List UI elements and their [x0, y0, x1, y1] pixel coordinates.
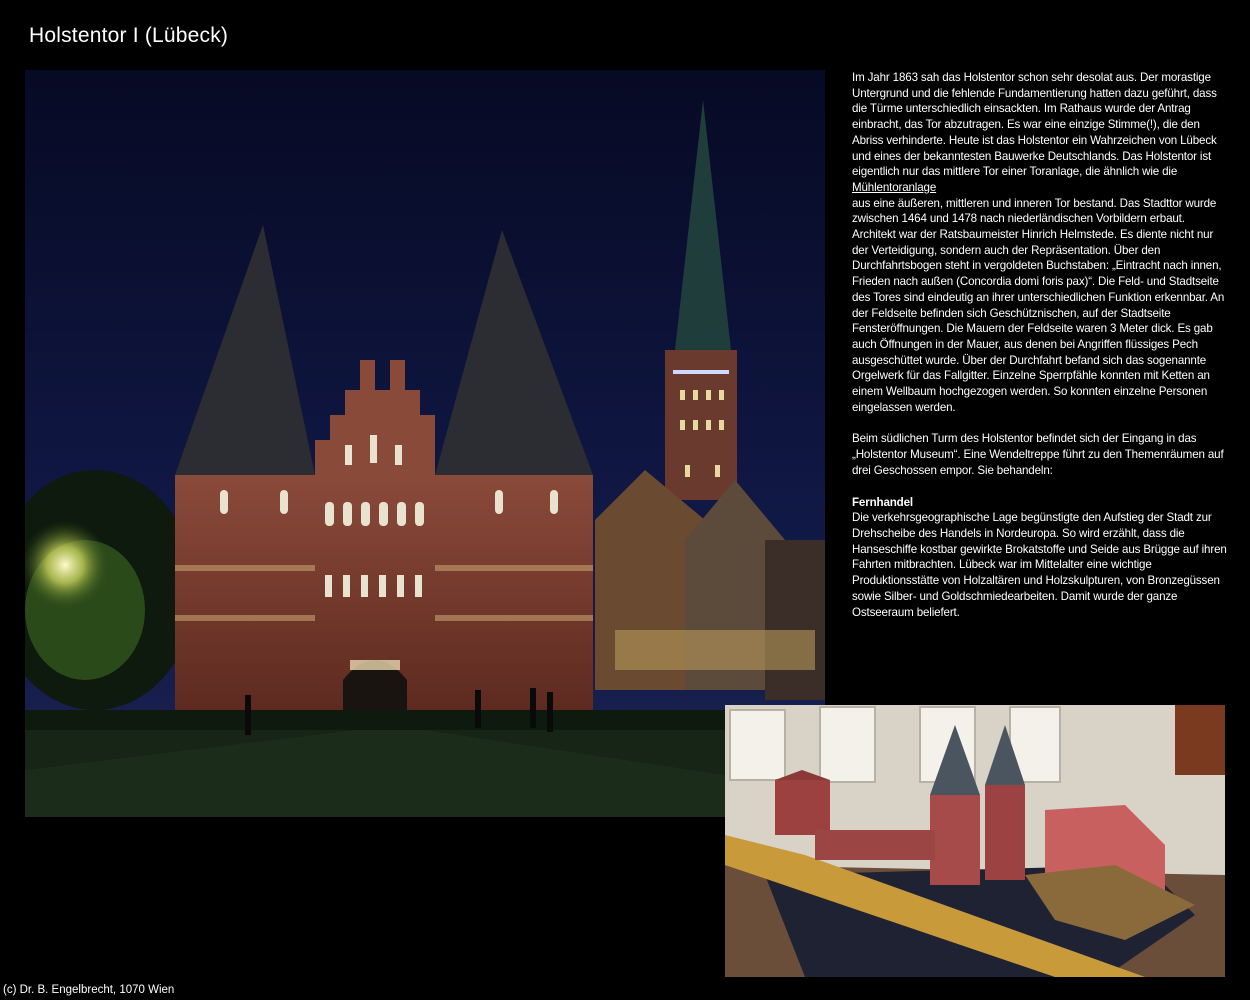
paragraph-fernhandel: Die verkehrsgeographische Lage begünstigte den Aufstieg der Stadt zur Drehscheibe des Handels in Nordeuropa. So wird erzählt, dass die Hanseschiffe kostbar gewirkte Brokatstoffe und Seide aus Brügge auf ihren Fahrten mitbrachten. Lübeck war im Mittelalter eine wichtige Produktionsstätte von Holzaltären und Holzskulpturen, von Bronzegüssen sowie Silber- und Goldschmiedearbeiten. Damit wurde der ganze Ostseeraum beliefert.	[852, 511, 1227, 619]
description-text	[852, 70, 1227, 620]
paragraph-intro: Im Jahr 1863 sah das Holstentor schon sehr desolat aus. Der morastige Untergrund und die fehlende Fundamentierung hatten dazu geführt, dass die Türme unterschiedlich einsackten. Im Rathaus wurde der Antrag einbracht, das Tor abzutragen. Es war eine einzige Stimme(!), die den Abriss verhinderte. Heute ist das Holstentor ein Wahrzeichen von Lübeck und eines der bekanntesten Bauwerke Deutschlands. Das Holstentor ist eigentlich nur das mittlere Tor einer Toranlage, die ähnlich wie die	[852, 71, 1217, 179]
museum-model-photo	[725, 705, 1225, 977]
spacer	[852, 479, 1227, 495]
page-title: Holstentor I (Lübeck)	[29, 24, 229, 47]
spacer	[852, 415, 1227, 431]
link-muehlentoranlage[interactable]: Mühlentoranlage	[852, 180, 937, 194]
paragraph-museum: Beim südlichen Turm des Holstentor befindet sich der Eingang in das „Holstentor Museum“. Eine Wendeltreppe führt zu den Themenräumen auf drei Geschossen empor. Sie behandeln:	[852, 432, 1224, 477]
copyright-footer: (c) Dr. B. Engelbrecht, 1070 Wien	[3, 984, 175, 996]
holstentor-night-photo	[25, 70, 825, 817]
paragraph-history: aus eine äußeren, mittleren und inneren Tor bestand. Das Stadttor wurde zwischen 1464 und 1478 nach niederländischen Vorbildern erbaut. Architekt war der Ratsbaumeister Hinrich Helmstede. Es diente nicht nur der Verteidigung, sondern auch der Repräsentation. Über den Durchfahrtsbogen steht in vergoldeten Buchstaben: „Eintracht nach innen, Frieden nach außen (Concordia domi foris pax)“. Die Feld- und Stadtseite des Tores sind eindeutig an ihrer unterschiedlichen Funktion erkennbar. An der Feldseite befinden sich Geschütznischen, auf der Stadtseite Fensteröffnungen. Die Mauern der Feldseite waren 3 Meter dick. Es gab auch Öffnungen in der Mauer, aus denen bei Angriffen flüssiges Pech ausgeschüttet wurde. Über der Durchfahrt befand sich das sogenannte Orgelwerk für das Fallgitter. Einzelne Sperrpfähle konnten mit Ketten an einem Wellbaum hochgezogen werden. So konnten einzelne Personen eingelassen werden.	[852, 196, 1225, 414]
section-heading-fernhandel: Fernhandel	[852, 495, 913, 509]
